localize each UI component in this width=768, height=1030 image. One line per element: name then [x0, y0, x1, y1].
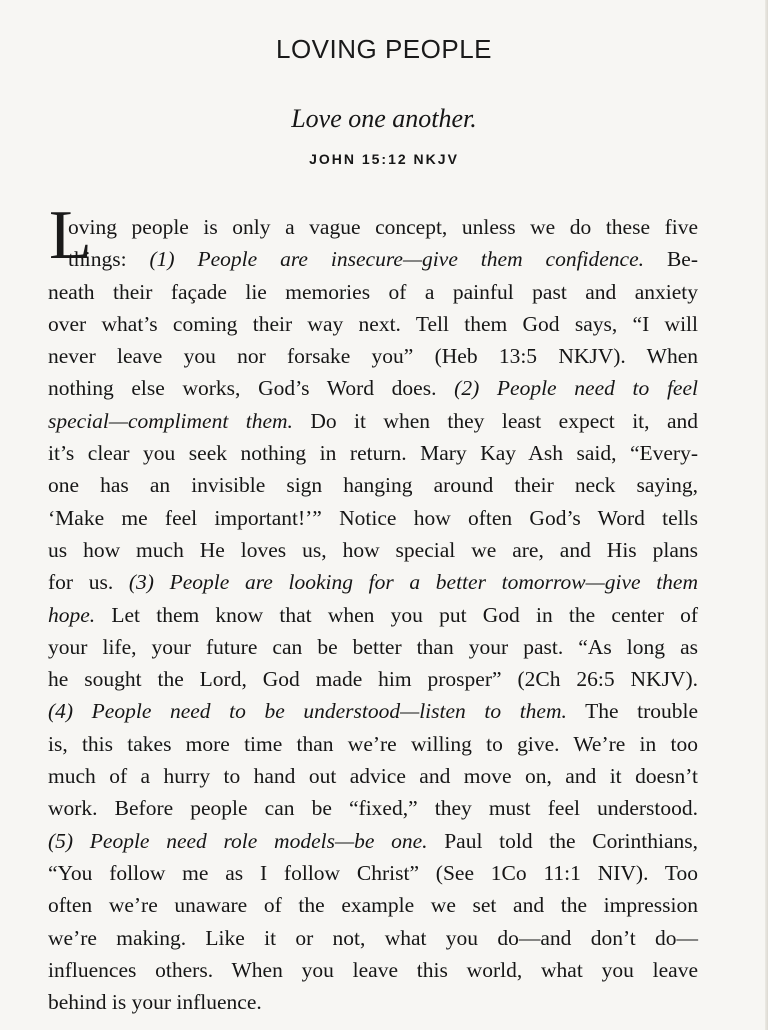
body-line: much of a hurry to hand out advice and move on, and it doesn’t	[48, 764, 698, 789]
body-line: hope. Let them know that when you put God in the center of	[48, 602, 698, 627]
body-line: things: (1) People are insecure—give them confidence. Be-	[68, 247, 699, 272]
verse-text: Love one another.	[291, 104, 477, 133]
body-line: neath their façade lie memories of a painful past and anxiety	[48, 279, 698, 304]
body-line: behind is your influence.	[48, 990, 262, 1015]
devotional-body	[48, 211, 698, 1018]
body-line: often we’re unaware of the example we set and the impression	[48, 893, 698, 918]
drop-cap: L	[49, 197, 92, 274]
body-line: one has an invisible sign hanging around their neck saying,	[48, 473, 698, 498]
body-line: (4) People need to be understood—listen to them. The trouble	[48, 699, 699, 724]
page-title: LOVING PEOPLE	[275, 34, 493, 64]
body-line: oving people is only a vague concept, unless we do these five	[68, 215, 698, 239]
body-line: influences others. When you leave this world, what you leave	[48, 957, 698, 982]
body-line: your life, your future can be better than your past. “As long as	[48, 634, 698, 659]
body-line: he sought the Lord, God made him prosper” (2Ch 26:5 NKJV).	[48, 667, 698, 692]
body-line: it’s clear you seek nothing in return. Mary Kay Ash said, “Every-	[48, 441, 698, 466]
body-line: for us. (3) People are looking for a better tomorrow—give them	[48, 570, 699, 595]
verse-reference: JOHN 15:12 NKJV	[309, 151, 459, 167]
body-line: (5) People need role models—be one. Paul told the Corinthians,	[48, 828, 698, 853]
body-line: nothing else works, God’s Word does. (2) People need to feel	[48, 376, 698, 401]
body-line: over what’s coming their way next. Tell them God says, “I will	[48, 311, 698, 336]
body-line: ‘Make me feel important!’” Notice how often God’s Word tells	[48, 505, 698, 530]
body-line: us how much He loves us, how special we are, and His plans	[48, 537, 698, 562]
body-line: is, this takes more time than we’re willing to give. We’re in too	[48, 731, 698, 756]
body-line: we’re making. Like it or not, what you do—and don’t do—	[48, 925, 698, 950]
body-line: work. Before people can be “fixed,” they must feel understood.	[48, 796, 698, 821]
body-line: never leave you nor forsake you” (Heb 13:5 NKJV). When	[48, 344, 698, 369]
body-line: “You follow me as I follow Christ” (See 1Co 11:1 NIV). Too	[48, 860, 698, 885]
body-line: special—compliment them. Do it when they least expect it, and	[48, 408, 698, 433]
